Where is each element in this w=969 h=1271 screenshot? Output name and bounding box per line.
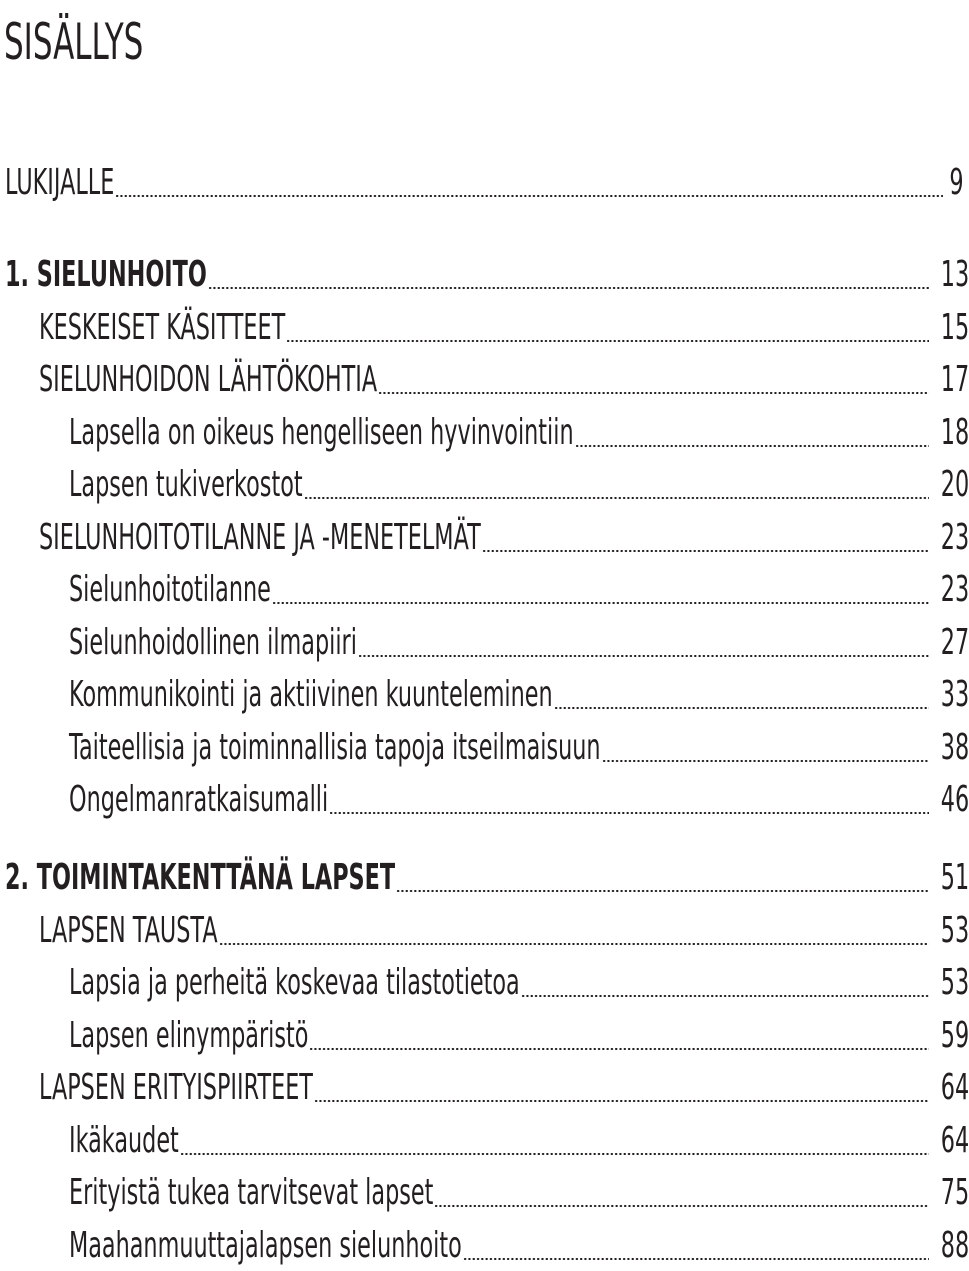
toc-page-number: 53: [940, 962, 969, 1003]
toc-page-number: 88: [940, 1225, 969, 1266]
toc-dot-leader: [219, 906, 929, 956]
toc-dot-leader: [554, 670, 929, 720]
toc-dot-leader: [208, 250, 929, 300]
toc-dot-leader: [434, 1168, 928, 1218]
toc-dot-leader: [329, 775, 928, 825]
toc-entry-lapsia-ja-perheita[interactable]: [69, 958, 969, 1008]
toc-page-number: 13: [940, 254, 969, 295]
toc-page-number: 51: [940, 857, 969, 898]
toc-entry-lapsen-tukiverkostot[interactable]: [69, 460, 969, 510]
toc-page-number: 18: [940, 412, 969, 453]
toc-dot-leader: [115, 158, 943, 208]
toc-page-number: 9: [949, 162, 964, 203]
toc-entry-sielunhoidollinen-ilmapiiri[interactable]: [69, 618, 969, 668]
toc-entry-text: Lapsia ja perheitä koskevaa tilastotietoa: [69, 962, 520, 1003]
toc-entry-text: Ikäkaudet: [69, 1120, 179, 1161]
toc-entry-lapsen-erityispiirteet[interactable]: [39, 1063, 969, 1113]
toc-entry-text: Ongelmanratkaisumalli: [69, 779, 329, 820]
toc-entry-text: 2. TOIMINTAKENTTÄNÄ LAPSET: [5, 857, 396, 898]
toc-entry-kommunikointi[interactable]: [69, 670, 969, 720]
toc-dot-leader: [180, 1116, 929, 1166]
toc-entry-sielunhoitotilanne[interactable]: [69, 565, 969, 615]
toc-entry-text: Maahanmuuttajalapsen sielunhoito: [69, 1225, 462, 1266]
toc-entry-text: Taiteellisia ja toiminnallisia tapoja itseilmaisuun: [69, 727, 601, 768]
toc-page-number: 38: [940, 727, 969, 768]
toc-page-number: 53: [940, 910, 969, 951]
toc-dot-leader: [463, 1221, 929, 1271]
toc-entry-text: Erityistä tukea tarvitsevat lapset: [69, 1172, 434, 1213]
toc-dot-leader: [309, 1011, 928, 1061]
toc-entry-text: Lapsen elinympäristö: [69, 1015, 309, 1056]
toc-dot-leader: [314, 1063, 929, 1113]
toc-page-number: 23: [940, 517, 969, 558]
toc-dot-leader: [602, 723, 929, 773]
toc-entry-text: SIELUNHOIDON LÄHTÖKOHTIA: [39, 359, 378, 400]
toc-entry-text: LAPSEN ERITYISPIIRTEET: [39, 1067, 313, 1108]
toc-page-number: 20: [940, 464, 969, 505]
toc-page-number: 75: [940, 1172, 969, 1213]
toc-entry-text: LUKIJALLE: [5, 162, 115, 203]
toc-entry-text: Kommunikointi ja aktiivinen kuunteleminen: [69, 674, 553, 715]
toc-page-number: 23: [940, 569, 969, 610]
toc-entry-sielunhoitotilanne-ja-menetelmat[interactable]: [39, 513, 969, 563]
toc-entry-ongelmanratkaisumalli[interactable]: [69, 775, 969, 825]
toc-dot-leader: [482, 513, 929, 563]
toc-entry-taiteellisia-tapoja[interactable]: [69, 723, 969, 773]
toc-entry-text: LAPSEN TAUSTA: [39, 910, 218, 951]
toc-entry-maahanmuuttajalapsen-sielunhoito[interactable]: [69, 1221, 969, 1271]
page-title: SISÄLLYS: [4, 13, 144, 71]
toc-page-number: 59: [940, 1015, 969, 1056]
toc-dot-leader: [396, 853, 929, 903]
toc-page-number: 17: [940, 359, 969, 400]
toc-entry-lapsen-tausta[interactable]: [39, 906, 969, 956]
toc-entry-toimintakenttana-lapset[interactable]: [5, 853, 969, 903]
toc-entry-text: 1. SIELUNHOITO: [5, 254, 207, 295]
toc-entry-text: Lapsen tukiverkostot: [69, 464, 303, 505]
toc-entry-text: Sielunhoidollinen ilmapiiri: [69, 622, 357, 663]
toc-entry-ikakaudet[interactable]: [69, 1116, 969, 1166]
toc-page-number: 33: [940, 674, 969, 715]
toc-page-number: 15: [940, 307, 969, 348]
toc-dot-leader: [378, 355, 928, 405]
toc-entry-lapsen-elinymparisto[interactable]: [69, 1011, 969, 1061]
toc-entry-text: SIELUNHOITOTILANNE JA -MENETELMÄT: [39, 517, 481, 558]
toc-page-number: 64: [940, 1067, 969, 1108]
toc-dot-leader: [521, 958, 929, 1008]
toc-entry-sielunhoito[interactable]: [5, 250, 969, 300]
toc-entry-text: Sielunhoitotilanne: [69, 569, 271, 610]
toc-page-number: 46: [940, 779, 969, 820]
toc-dot-leader: [358, 618, 929, 668]
toc-entry-text: Lapsella on oikeus hengelliseen hyvinvointiin: [69, 412, 574, 453]
toc-entry-sielunhoidon-lahtokohtia[interactable]: [39, 355, 969, 405]
toc-dot-leader: [286, 303, 928, 353]
toc-entry-keskeiset-kasitteet[interactable]: [39, 303, 969, 353]
toc-dot-leader: [575, 408, 929, 458]
toc-dot-leader: [272, 565, 929, 615]
toc-page-number: 27: [940, 622, 969, 663]
toc-entry-erityista-tukea[interactable]: [69, 1168, 969, 1218]
toc-entry-lukijalle[interactable]: [5, 158, 964, 208]
toc-entry-lapsella-on-oikeus[interactable]: [69, 408, 969, 458]
toc-dot-leader: [304, 460, 929, 510]
toc-page-number: 64: [940, 1120, 969, 1161]
toc-entry-text: KESKEISET KÄSITTEET: [39, 307, 286, 348]
